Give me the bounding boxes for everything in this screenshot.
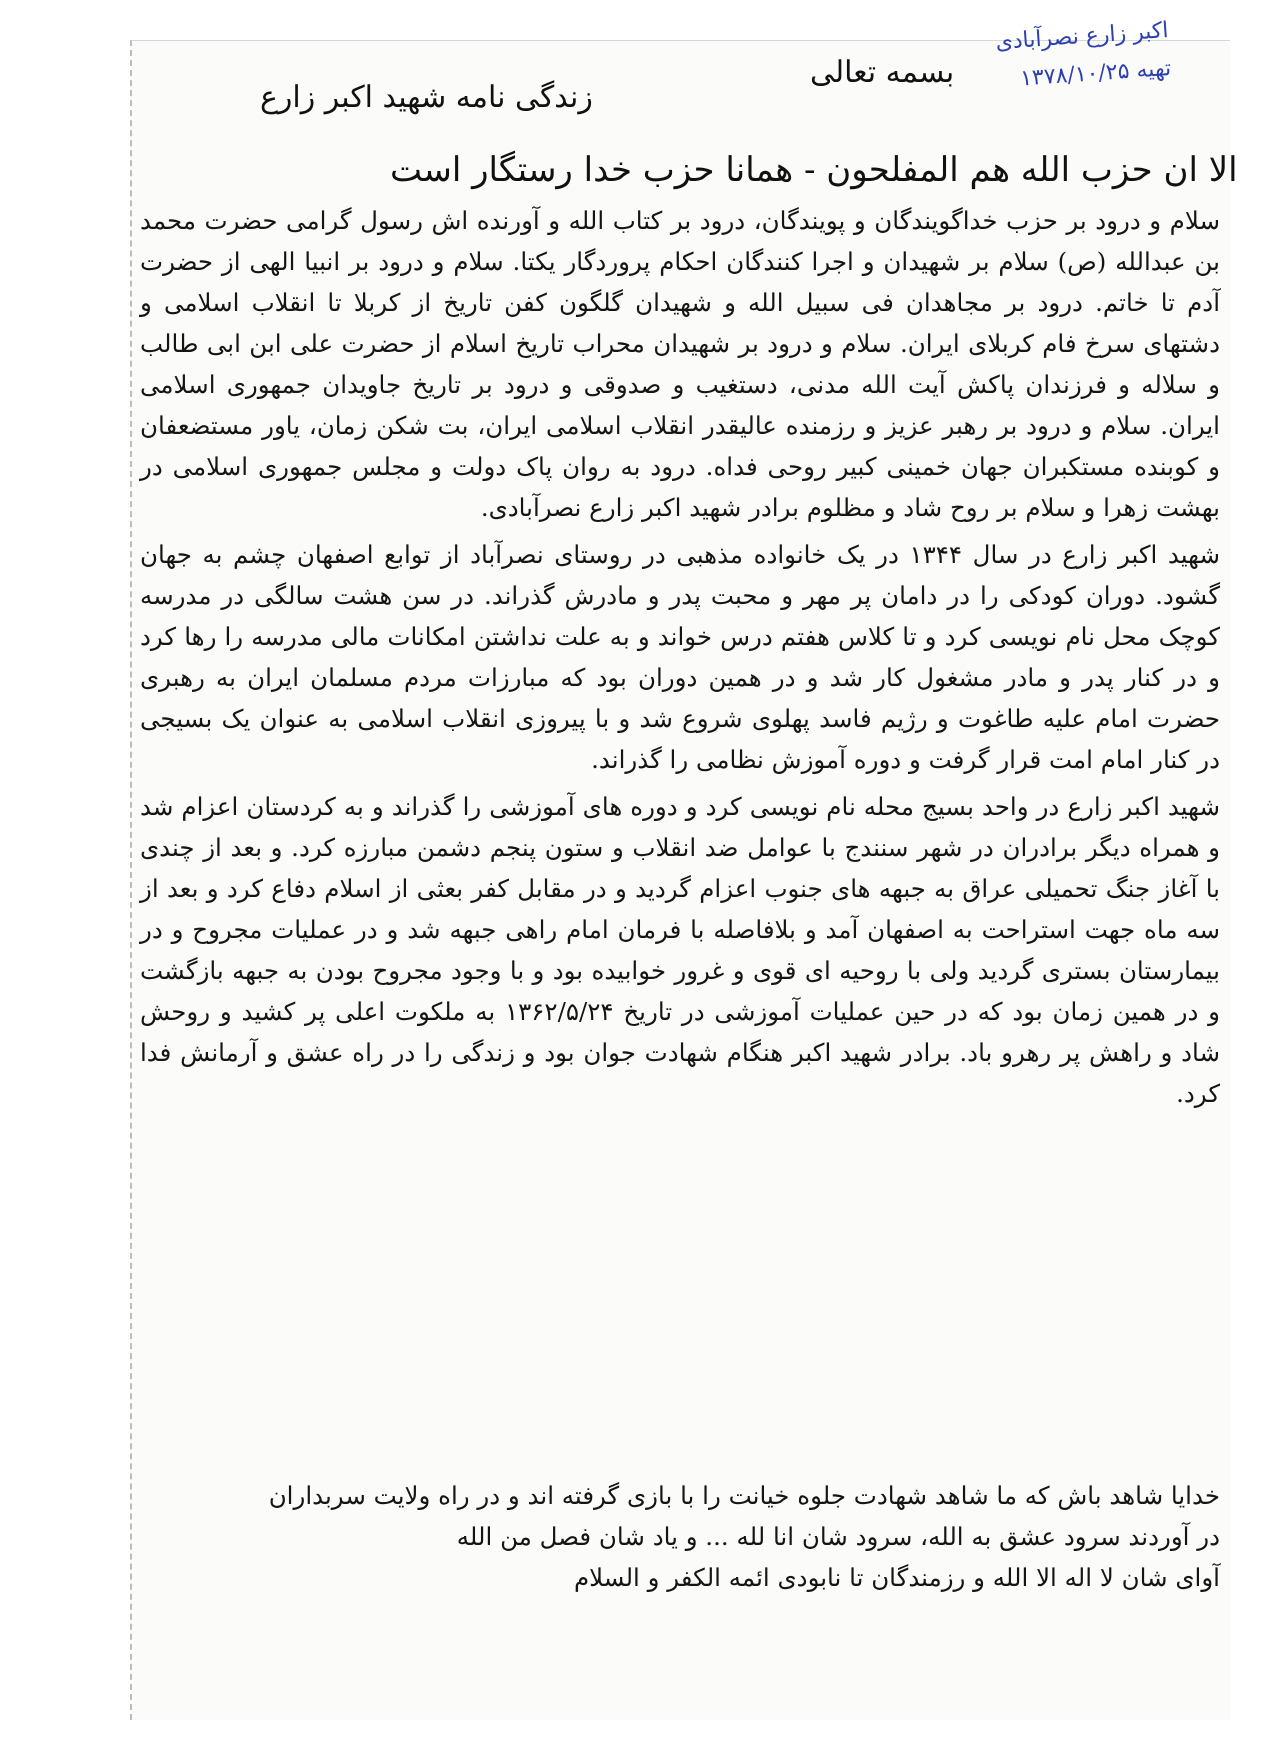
annotation-date: تهیه ۱۳۷۸/۱۰/۲۵ [1019,55,1172,92]
letter-body [140,200,1220,1114]
closing-line: در آوردند سرود عشق به الله، سرود شان انا لله ... و یاد شان فصل من الله [456,1522,1220,1551]
greeting-paragraph: سلام و درود بر حزب خداگویندگان و پویندگان، درود بر کتاب الله و آورنده اش رسول گرامی حضرت محمد بن عبدالله (ص) سلام بر شهیدان و اجرا کنندگان احکام پروردگار یکتا. سلام و درود بر انبیا الهی از حضرت آدم تا خاتم. درود بر مجاهدان فی سبیل الله و شهیدان گلگون کفن تاریخ از کربلا تا انقلاب اسلامی و دشتهای سرخ فام کربلای ایران. سلام و درود بر شهیدان محراب تاریخ اسلام از حضرت علی ابن ابی طالب و سلاله و فرزندان پاکش آیت الله مدنی، دستغیب و صدوقی و درود بر تاریخ جاویدان جمهوری اسلامی ایران. سلام و درود بر رهبر عزیز و رزمنده عالیقدر انقلاب اسلامی ایران، بت شکن زمان، یاور مستضعفان و کوبنده مستکبران جهان خمینی کبیر روحی فداه. درود به روان پاک دولت و مجلس جمهوری اسلامی در بهشت زهرا و سلام بر روح شاد و مظلوم برادر شهید اکبر زارع نصرآبادی. [140,206,1220,522]
quran-verse: الا ان حزب الله هم المفلحون - همانا حزب خدا رستگار است [390,150,1238,190]
martyrdom-paragraph: شهید اکبر زارع در واحد بسیج محله نام نویسی کرد و دوره های آموزشی را گذراند و به کردستان اعزام شد و همراه دیگر برادران در شهر سنندج با عوامل ضد انقلاب و ستون پنجم دشمن مبارزه کرد. و بعد از چندی با آغاز جنگ تحمیلی عراق به جبهه های جنوب اعزام گردید و در مقابل کفر بعثی از اسلام دفاع کرد و بعد از سه ماه جهت استراحت به اصفهان آمد و بلافاصله با فرمان امام راهی جبهه شد و در عملیات مجروح و در بیمارستان بستری گردید ولی با روحیه ای قوی و غرور خوابیده بود و با وجود مجروح بودن به جبهه بازگشت و در همین زمان بود که در حین عملیات آموزشی در تاریخ ۱۳۶۲/۵/۲۴ به ملکوت اعلی پر کشید و روحش شاد و راهش پر رهرو باد. برادر شهید اکبر هنگام شهادت جوان بود و زندگی را در راه عشق و آرمانش فدا کرد. [140,792,1220,1108]
basmala-heading: بسمه تعالی [810,55,955,90]
closing-section [140,1475,1220,1598]
annotation-name: اکبر زارع نصرآبادی [994,18,1170,56]
biography-paragraph: شهید اکبر زارع در سال ۱۳۴۴ در یک خانواده مذهبی در روستای نصرآباد از توابع اصفهان چشم به جهان گشود. دوران کودکی را در دامان پر مهر و محبت پدر و مادرش گذراند. در سن هشت سالگی در مدرسه کوچک محل نام نویسی کرد و تا کلاس هفتم درس خواند و به علت نداشتن امکانات مالی مدرسه را رها کرد و در کنار پدر و مادر مشغول کار شد و در همین دوران بود که مبارزات مردم مسلمان ایران به رهبری حضرت امام علیه طاغوت و رژیم فاسد پهلوی شروع شد و با پیروزی انقلاب اسلامی به عنوان یک بسیجی در کنار امام امت قرار گرفت و دوره آموزش نظامی را گذراند. [140,540,1220,774]
closing-line: خدایا شاهد باش که ما شاهد شهادت جلوه خیانت را با بازی گرفته اند و در راه ولایت سربداران [268,1481,1220,1510]
closing-line: آوای شان لا اله الا الله و رزمندگان تا نابودی ائمه الکفر و السلام [573,1563,1220,1592]
document-title: زندگی نامه شهید اکبر زارع [260,80,593,115]
blue-ink-annotation [938,12,1173,104]
